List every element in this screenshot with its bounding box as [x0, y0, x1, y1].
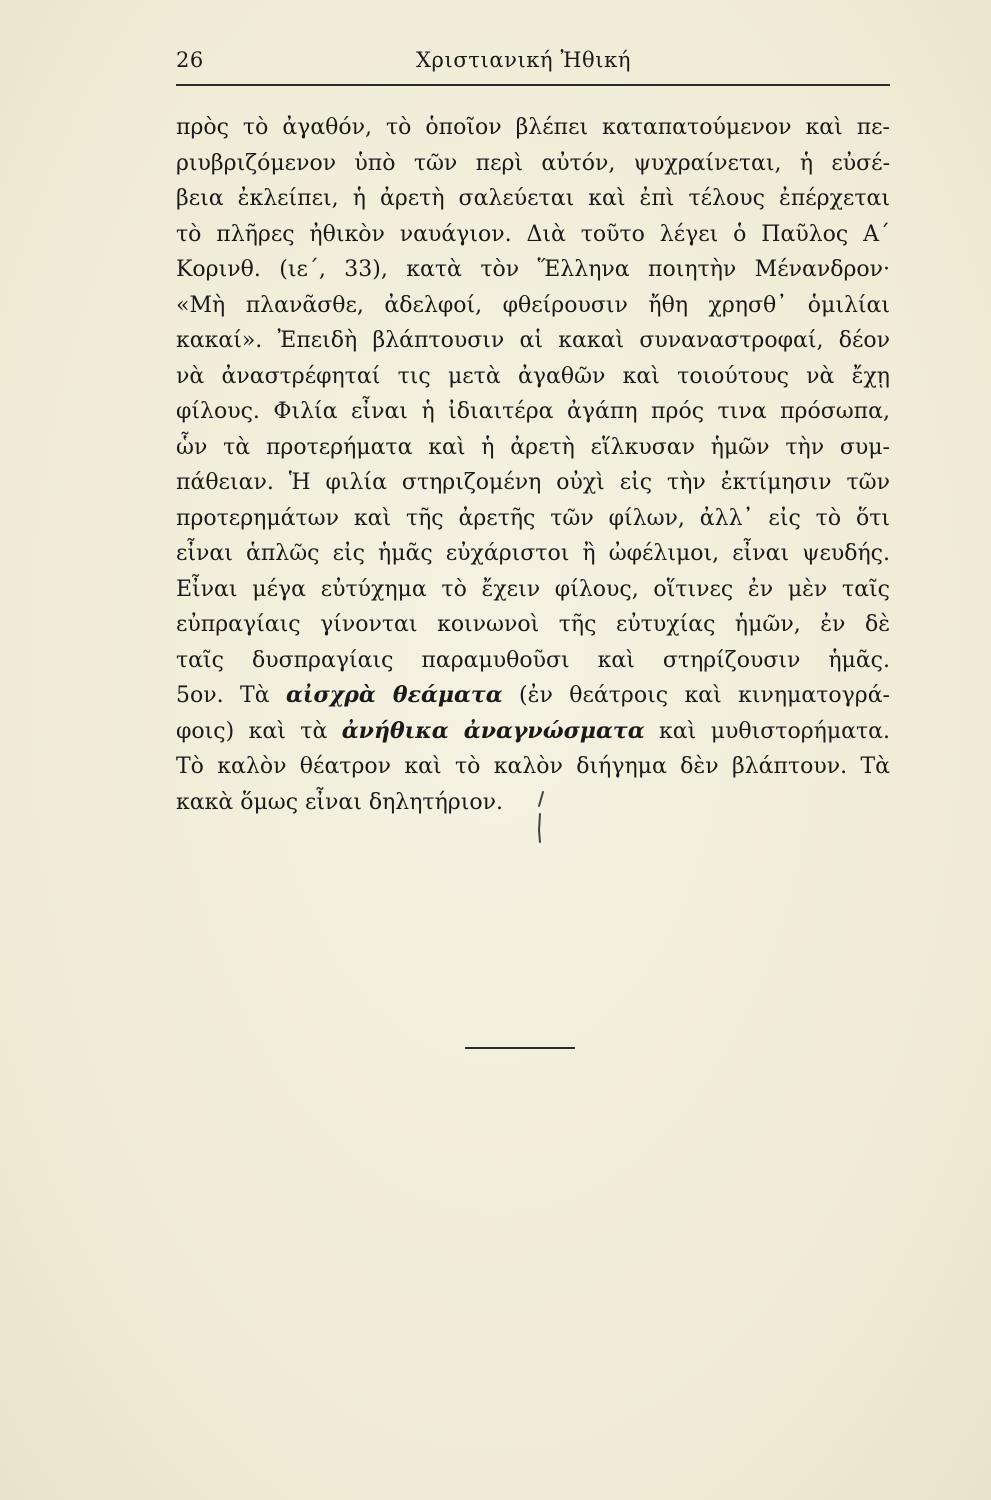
text-line: φίλους. Φιλία εἶναι ἡ ἰδιαιτέρα ἀγάπη πρός τινα πρόσωπα, [176, 399, 890, 424]
running-title: Χριστιανική Ἠθική [416, 48, 632, 72]
text-segment: φοις) καὶ τὰ [176, 718, 342, 744]
body-text [176, 110, 890, 820]
text-line: «Μὴ πλανᾶσθε, ἀδελφοί, φθείρουσιν ἤθη χρησθ᾽ ὁμιλίαι [176, 292, 890, 318]
text-line: κακὰ ὅμως εἶναι δηλητήριον. [176, 789, 503, 815]
text-line: βεια ἐκλείπει, ἡ ἀρετὴ σαλεύεται καὶ ἐπὶ τέλους ἐπέρχεται [176, 186, 890, 211]
section-divider [465, 1047, 575, 1049]
pencil-mark [533, 790, 547, 850]
text-line: εὐπραγίαις γίνονται κοινωνοὶ τῆς εὐτυχίας ἡμῶν, ἐν δὲ [176, 612, 890, 637]
text-line [176, 714, 890, 750]
text-line: Τὸ καλὸν θέατρον καὶ τὸ καλὸν διήγημα δὲν βλάπτουν. Τὰ [176, 754, 890, 779]
text-line: τὸ πλῆρες ἠθικὸν ναυάγιον. Διὰ τοῦτο λέγει ὁ Παῦλος Α΄ [176, 221, 890, 247]
text-segment: καὶ μυθιστορήματα. [644, 718, 890, 744]
text-line: νὰ ἀναστρέφηταί τις μετὰ ἀγαθῶν καὶ τοιούτους νὰ ἔχῃ [176, 363, 890, 389]
text-segment: (ἐν θεάτροις καὶ κινηματογρά- [502, 683, 890, 708]
text-line: εἶναι ἁπλῶς εἰς ἡμᾶς εὐχάριστοι ἢ ὠφέλιμοι, εἶναι ψευδής. [176, 541, 890, 566]
text-line: ριυβριζόμενον ὑπὸ τῶν περὶ αὐτόν, ψυχραίνεται, ἡ εὐσέ- [176, 150, 890, 176]
emphasized-phrase: ἀνήθικα ἀναγνώσματα [341, 717, 645, 744]
text-line: κακαί». Ἐπειδὴ βλάπτουσιν αἱ κακαὶ συναναστροφαί, δέον [176, 328, 890, 353]
text-line: ὧν τὰ προτερήματα καὶ ἡ ἀρετὴ εἵλκυσαν ἡμῶν τὴν συμ- [176, 434, 890, 460]
text-line: Εἶναι μέγα εὐτύχημα τὸ ἔχειν φίλους, οἵτινες ἐν μὲν ταῖς [176, 576, 890, 602]
text-line: Κορινθ. (ιε΄, 33), κατὰ τὸν Ἕλληνα ποιητὴν Μένανδρον· [176, 257, 890, 282]
text-line: προτερημάτων καὶ τῆς ἀρετῆς τῶν φίλων, ἀλλ᾽ εἰς τὸ ὅτι [176, 505, 890, 531]
page-header [176, 44, 890, 86]
text-line [176, 678, 890, 714]
text-line: ταῖς δυσπραγίαις παραμυθοῦσι καὶ στηρίζουσιν ἡμᾶς. [176, 647, 890, 673]
text-segment: 5ον. Τὰ [176, 683, 286, 708]
text-line: πάθειαν. Ἡ φιλία στηριζομένη οὐχὶ εἰς τὴν ἐκτίμησιν τῶν [176, 470, 890, 495]
emphasized-phrase: αἰσχρὰ θεάματα [285, 682, 503, 708]
page-number: 26 [176, 48, 204, 72]
text-line: πρὸς τὸ ἀγαθόν, τὸ ὁποῖον βλέπει καταπατούμενον καὶ πε- [176, 115, 890, 140]
